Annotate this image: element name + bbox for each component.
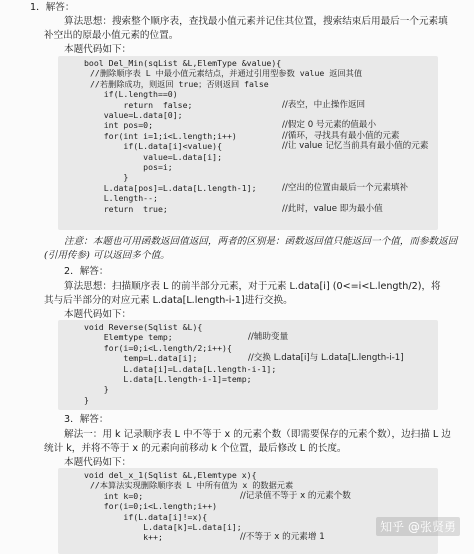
sec1-code-line: if(L.length==0) <box>84 89 178 100</box>
sec2-code-line: } <box>84 394 89 405</box>
sec1-code-line: pos=i; <box>84 162 173 172</box>
sec1-code-line: //删除顺序表 L 中最小值元素结点，并通过引用型参数 value 返回其值 <box>90 68 363 79</box>
sec2-code-line: void Reverse(Sqlist &L){ <box>84 322 203 332</box>
sec2-code-line: } <box>84 384 109 395</box>
sec1-comment: //表空，中止操作返回 <box>282 99 366 110</box>
sec1-idea-line2: 补空出的原最小值元素的位置。 <box>44 30 179 41</box>
sec1-code-label: 本题代码如下： <box>64 44 132 55</box>
sec2-code-line: L.data[i]=L.data[L.length-i-1]; <box>84 363 277 374</box>
sec1-code-line: } <box>84 172 129 183</box>
sec2-code-label: 本题代码如下： <box>64 309 132 320</box>
sec2-comment: //交换 L.data[i]与 L.data[L.length-i-1] <box>248 353 404 364</box>
watermark <box>376 517 460 536</box>
sec2-code-line: Elemtype temp; <box>84 332 173 343</box>
sec1-code-line: int pos=0; <box>84 120 154 131</box>
sec2-heading: 2．解答： <box>64 266 109 277</box>
sec1-code-line: bool Del_Min(sqList &L,ElemType &value){ <box>84 58 282 68</box>
sec2-idea-line2: 其与后半部分的对应元素 L.data[L.length-i-1]进行交换。 <box>44 295 293 306</box>
sec1-note-line1: 注意：本题也可用函数返回值返回，两者的区别是：函数返回值只能返回一个值，而参数返回 <box>64 236 458 247</box>
sec1-code-line: //若删除成功，则返回 true；否则返回 false <box>90 78 269 89</box>
sec1-code-line: L.length--; <box>84 193 158 204</box>
sec1-code-line: L.data[pos]=L.data[L.length-1]; <box>84 182 257 193</box>
sec3-code-line: for(i=0;i<L.length;i++) <box>84 501 218 512</box>
sec2-idea-line1: 算法思想：扫描顺序表 L 的前半部分元素，对于元素 L.data[i] (0<=i<L.length/2)，将 <box>64 281 441 292</box>
sec2-code-line: temp=L.data[i]; <box>84 353 198 364</box>
sec1-comment: //假定 0 号元素的值最小 <box>282 120 377 131</box>
watermark-text: 知乎 @张贤勇 <box>380 520 456 534</box>
sec1-code-line: for(int i=1;i<L.length;i++) <box>84 130 237 141</box>
sec3-heading: 3．解答： <box>64 414 109 425</box>
sec2-code-line: for(i=0;i<L.length/2;i++){ <box>84 342 232 353</box>
sec1-code-line: value=L.data[i]; <box>84 151 223 162</box>
sec3-code-line: k++; <box>84 532 163 543</box>
sec3-code-line: //本算法实现删除顺序表 L 中所有值为 x 的数据元素 <box>90 480 294 491</box>
sec3-code-line: void del_x_1(Sqlist &L,Elemtype x){ <box>84 470 257 480</box>
sec1-comment: //循环，寻找具有最小值的元素 <box>282 130 400 141</box>
sec1-comment: //让 value 记忆当前具有最小值的元素 <box>282 141 429 152</box>
sec1-heading: 1．解答： <box>30 2 75 13</box>
sec3-code-label: 本题代码如下： <box>64 457 132 468</box>
sec1-comment: //空出的位置由最后一个元素填补 <box>282 182 409 193</box>
sec2-code-line: L.data[L.length-i-1]=temp; <box>84 374 252 384</box>
sec1-code-line: return false; <box>84 99 193 110</box>
sec1-code-line: if(L.data[i]<value){ <box>84 141 223 152</box>
sec3-comment: //不等于 x 的元素增 1 <box>240 532 325 543</box>
sec3-code-line: int k=0; <box>84 490 144 501</box>
sec3-comment: //记录值不等于 x 的元素个数 <box>240 490 351 501</box>
sec1-idea-line1: 算法思想：搜索整个顺序表，查找最小值元素并记住其位置，搜索结束后用最后一个元素填 <box>64 16 448 27</box>
sec3-code-line: if(L.data[i]!=x){ <box>84 511 208 522</box>
sec1-comment: //此时，value 即为最小值 <box>282 203 383 214</box>
sec1-code-line: return true; <box>84 203 168 214</box>
sec3-code-line: L.data[k]=L.data[i]; <box>84 522 242 532</box>
sec2-comment: //辅助变量 <box>248 332 289 343</box>
sec3-idea-line2: 统计 k，并将不等于 x 的元素向前移动 k 个位置，最后修改 L 的长度。 <box>44 443 347 454</box>
sec3-idea-line1: 解法一：用 k 记录顺序表 L 中不等于 x 的元素个数（即需要保存的元素个数），边扫描 L 边 <box>64 429 451 440</box>
sec1-note-line2: (引用传参) 可以返回多个值。 <box>44 250 170 261</box>
sec1-code-line: value=L.data[0]; <box>84 110 183 120</box>
